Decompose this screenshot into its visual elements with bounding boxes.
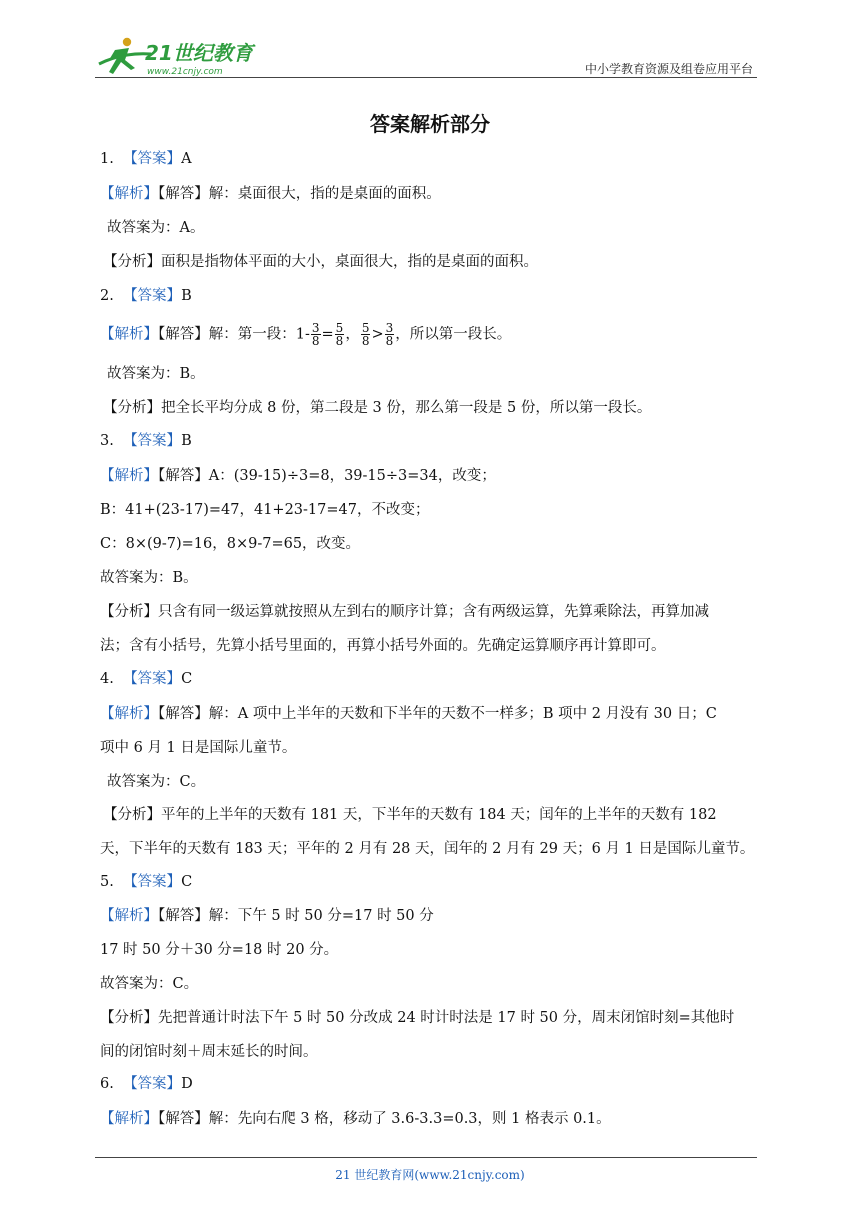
footer-divider [95,1157,757,1158]
q6-jiexi-line: 【解析】【解答】解：先向右爬 3 格，移动了 3.6-3.3=0.3，则 1 格表示 0.1。 [100,1111,611,1127]
page-title: 答案解析部分 [370,112,490,136]
answer-tag: 【答案】 [123,671,182,687]
answer-tag: 【答案】 [123,433,182,449]
q2-answer-line: 2. 【答案】B [100,288,192,304]
svg-text:21世纪教育: 21世纪教育 [145,41,253,65]
q5-fenxi-cont: 间的闭馆时刻＋周末延长的时间。 [100,1044,318,1060]
q2-fenxi-line: 【分析】把全长平均分成 8 份，第二段是 3 份，那么第一段是 5 份，所以第一段长。 [103,400,652,416]
header-divider [95,77,757,78]
jiexi-tag: 【解析】 [100,186,158,202]
fenxi-tag: 【分析】 [103,254,161,270]
q6-answer-line: 6. 【答案】D [100,1076,193,1092]
q1-jiexi-line: 【解析】【解答】解：桌面很大，指的是桌面的面积。 [100,186,441,202]
q4-fenxi-cont: 天，下半年的天数有 183 天；平年的 2 月有 28 天，闰年的 2 月有 29 天；6 月 1 日是国际儿童节。 [100,841,755,857]
q3-line-c: C：8×(9-7)=16，8×9-7=65，改变。 [100,536,361,552]
fraction: $\frac{5}{8}$ [361,321,370,348]
q2-jiexi-line: 【解析】【解答】解：第一段：1- $\frac{3}{8}$ = $\frac{5}{8}$ ， $\frac{5}{8}$ > $\frac{3}{8}$ ，所以第一段长。 [100,321,512,348]
q1-conclusion: 故答案为：A。 [107,220,205,236]
page-header [95,30,757,80]
jiexi-tag: 【解析】 [100,468,158,484]
answer-tag: 【答案】 [123,288,182,304]
svg-text:www.21cnjy.com: www.21cnjy.com [147,67,223,77]
running-figure-icon [99,38,151,74]
q2-conclusion: 故答案为：B。 [107,366,205,382]
q5-fenxi-line: 【分析】先把普通计时法下午 5 时 50 分改成 24 时计时法是 17 时 50 分，周末闭馆时刻=其他时 [100,1010,735,1026]
q3-answer-line: 3. 【答案】B [100,433,192,449]
fraction: $\frac{3}{8}$ [385,321,394,348]
q3-fenxi-line: 【分析】只含有同一级运算就按照从左到右的顺序计算；含有两级运算，先算乘除法，再算加减 [100,604,709,620]
q4-conclusion: 故答案为：C。 [107,774,206,790]
fenxi-tag: 【分析】 [100,604,158,620]
q4-jiexi-cont: 项中 6 月 1 日是国际儿童节。 [100,740,297,756]
fenxi-tag: 【分析】 [103,807,161,823]
platform-name: 中小学教育资源及组卷应用平台 [584,62,753,76]
jiexi-tag: 【解析】 [100,908,158,924]
answer-tag: 【答案】 [123,151,182,167]
footer-text: 21 世纪教育网(www.21cnjy.com) [335,1168,525,1182]
q5-answer-line: 5. 【答案】C [100,874,193,890]
site-logo [95,34,265,78]
answer-tag: 【答案】 [123,874,182,890]
answer-tag: 【答案】 [123,1076,182,1092]
jiexi-tag: 【解析】 [100,1111,158,1127]
fenxi-tag: 【分析】 [100,1010,158,1026]
q5-conclusion: 故答案为：C。 [100,976,199,992]
q4-answer-line: 4. 【答案】C [100,671,193,687]
q3-line-b: B：41+(23-17)=47，41+23-17=47，不改变； [100,502,430,518]
q3-fenxi-cont: 法；含有小括号，先算小括号里面的，再算小括号外面的。先确定运算顺序再计算即可。 [100,638,666,654]
q3-conclusion: 故答案为：B。 [100,570,198,586]
jiexi-tag: 【解析】 [100,326,158,343]
fenxi-tag: 【分析】 [103,400,161,416]
q5-jiexi-line: 【解析】【解答】解：下午 5 时 50 分=17 时 50 分 [100,908,434,924]
q3-jiexi-line: 【解析】【解答】A：(39-15)÷3=8，39-15÷3=34，改变； [100,468,496,484]
fraction: $\frac{3}{8}$ [311,321,320,348]
jiexi-tag: 【解析】 [100,706,158,722]
fraction: $\frac{5}{8}$ [335,321,344,348]
q5-jiexi-cont: 17 时 50 分＋30 分=18 时 20 分。 [100,942,339,958]
q1-answer-line: 1. 【答案】A [100,151,192,167]
q1-fenxi-line: 【分析】面积是指物体平面的大小，桌面很大，指的是桌面的面积。 [103,254,538,270]
q4-fenxi-line: 【分析】平年的上半年的天数有 181 天，下半年的天数有 184 天；闰年的上半年的天数有 182 [103,807,717,823]
q4-jiexi-line: 【解析】【解答】解：A 项中上半年的天数和下半年的天数不一样多；B 项中 2 月没有 30 日；C [100,706,717,722]
